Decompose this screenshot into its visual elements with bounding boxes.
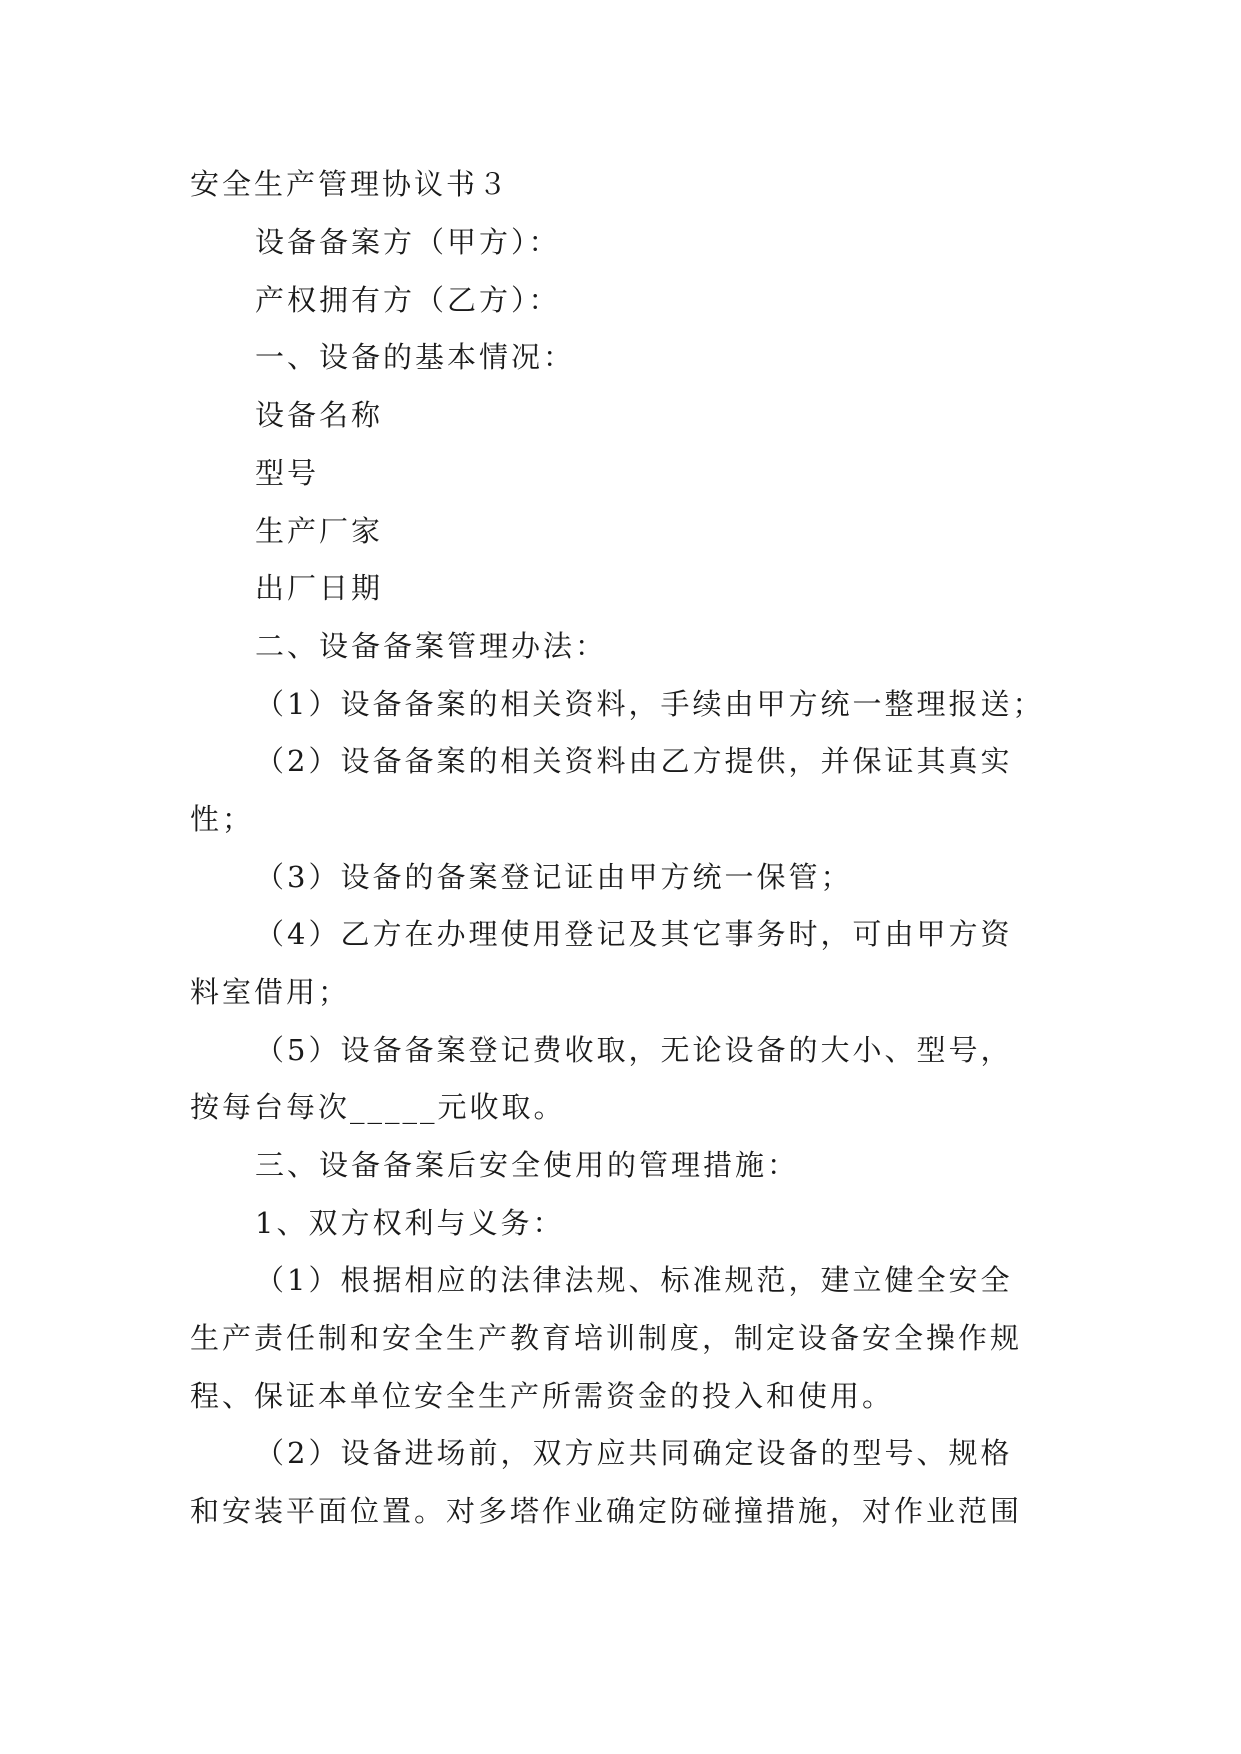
section2-item3: （3）设备的备案登记证由甲方统一保管； [255,860,853,894]
section3-p1-line2: 生产责任制和安全生产教育培训制度，制定设备安全操作规 [190,1321,1023,1355]
section1-heading: 一、设备的基本情况： [255,340,576,374]
section3-p2-line1: （2）设备进场前，双方应共同确定设备的型号、规格 [255,1436,1013,1470]
field-manufacturer: 生产厂家 [255,514,384,548]
field-equipment-name: 设备名称 [255,398,384,432]
section2-item2-line2: 性； [190,802,255,836]
section2-item1: （1）设备备案的相关资料，手续由甲方统一整理报送； [255,687,1045,721]
section2-item2-line1: （2）设备备案的相关资料由乙方提供，并保证其真实 [255,744,1013,778]
party-a-label: 设备备案方（甲方）： [255,225,561,259]
section2-item4-line1: （4）乙方在办理使用登记及其它事务时，可由甲方资 [255,917,1013,951]
field-model: 型号 [255,456,320,490]
party-b-label: 产权拥有方（乙方）： [255,283,561,317]
section3-heading: 三、设备备案后安全使用的管理措施： [255,1148,800,1182]
section3-p1-line1: （1）根据相应的法律法规、标准规范，建立健全安全 [255,1263,1013,1297]
section3-p1-line3: 程、保证本单位安全生产所需资金的投入和使用。 [190,1379,895,1413]
section3-p2-line2: 和安装平面位置。对多塔作业确定防碰撞措施，对作业范围 [190,1494,1023,1528]
section2-item5-line1: （5）设备备案登记费收取，无论设备的大小、型号， [255,1033,1013,1067]
document-title: 安全生产管理协议书３ [190,167,511,201]
section2-item5-line2: 按每台每次_____元收取。 [190,1090,566,1124]
section3-sub1: 1、双方权利与义务： [255,1206,565,1240]
section2-heading: 二、设备备案管理办法： [255,629,608,663]
section2-item4-line2: 料室借用； [190,975,351,1009]
field-factory-date: 出厂日期 [255,571,384,605]
